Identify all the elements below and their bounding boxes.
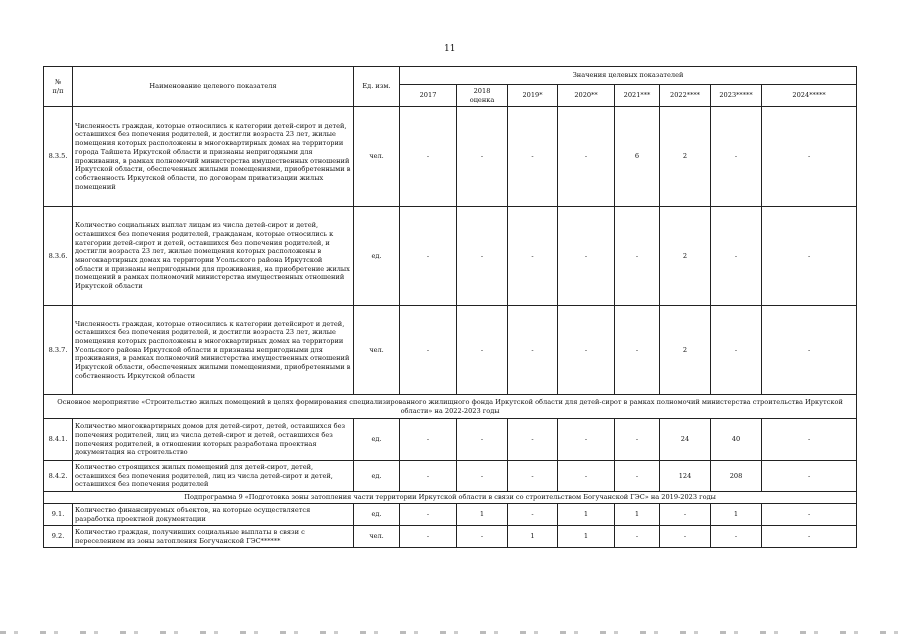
- row-name: Количество граждан, получивших социальные выплаты в связи с переселением из зоны затопления Богучанской ГЭС******: [73, 526, 354, 548]
- row-value: 2: [660, 207, 711, 306]
- row-value: -: [762, 306, 857, 395]
- row-value: 1: [615, 504, 660, 526]
- row-unit: чел.: [354, 107, 400, 207]
- header-values: Значения целевых показателей: [400, 67, 857, 85]
- row-value: -: [400, 306, 457, 395]
- row-number: 9.1.: [44, 504, 73, 526]
- row-value: 1: [558, 526, 615, 548]
- row-unit: ед.: [354, 504, 400, 526]
- row-value: -: [508, 306, 558, 395]
- row-value: 2: [660, 107, 711, 207]
- section-subprogram-title: Подпрограмма 9 «Подготовка зоны затопления части территории Иркутской области в связи со строительством Богучанской ГЭС» на 2019-2023 годы: [44, 492, 857, 504]
- row-value: -: [508, 207, 558, 306]
- row-value: -: [400, 107, 457, 207]
- target-indicators-table: [43, 66, 857, 548]
- row-value: -: [400, 419, 457, 461]
- row-value: -: [457, 461, 508, 492]
- header-year: 2017: [400, 85, 457, 107]
- row-number: 8.3.6.: [44, 207, 73, 306]
- row-value: -: [558, 306, 615, 395]
- row-value: -: [762, 207, 857, 306]
- row-unit: ед.: [354, 207, 400, 306]
- row-value: -: [615, 419, 660, 461]
- row-value: -: [508, 461, 558, 492]
- row-value: -: [615, 306, 660, 395]
- row-value: 24: [660, 419, 711, 461]
- row-value: -: [711, 207, 762, 306]
- row-value: -: [762, 526, 857, 548]
- row-value: -: [762, 461, 857, 492]
- row-number: 9.2.: [44, 526, 73, 548]
- row-value: -: [762, 107, 857, 207]
- row-unit: ед.: [354, 461, 400, 492]
- header-name: Наименование целевого показателя: [73, 67, 354, 107]
- table-row: [44, 526, 857, 548]
- row-value: -: [615, 461, 660, 492]
- page-number: 11: [444, 44, 456, 54]
- row-number: 8.3.7.: [44, 306, 73, 395]
- row-value: -: [457, 306, 508, 395]
- row-name: Количество строящихся жилых помещений для детей-сирот, детей, оставшихся без попечения родителей, лиц из числа детей-сирот и детей, оставшихся без попечения родителей: [73, 461, 354, 492]
- row-value: -: [660, 526, 711, 548]
- row-value: -: [400, 207, 457, 306]
- row-value: -: [400, 504, 457, 526]
- row-value: 6: [615, 107, 660, 207]
- row-value: -: [457, 207, 508, 306]
- row-unit: чел.: [354, 306, 400, 395]
- row-value: -: [711, 306, 762, 395]
- row-value: 1: [508, 526, 558, 548]
- row-value: -: [558, 107, 615, 207]
- row-value: 2: [660, 306, 711, 395]
- table-row: [44, 461, 857, 492]
- row-value: 124: [660, 461, 711, 492]
- table-row: [44, 419, 857, 461]
- header-year: 2022****: [660, 85, 711, 107]
- row-value: -: [457, 419, 508, 461]
- row-number: 8.4.1.: [44, 419, 73, 461]
- header-year: 2024*****: [762, 85, 857, 107]
- row-value: -: [508, 107, 558, 207]
- row-value: -: [508, 504, 558, 526]
- row-value: -: [711, 107, 762, 207]
- row-value: 208: [711, 461, 762, 492]
- row-number: 8.3.5.: [44, 107, 73, 207]
- row-value: 40: [711, 419, 762, 461]
- row-value: -: [615, 526, 660, 548]
- row-value: -: [508, 419, 558, 461]
- row-value: 1: [711, 504, 762, 526]
- header-year: 2018 оценка: [457, 85, 508, 107]
- row-unit: чел.: [354, 526, 400, 548]
- header-unit: Ед. изм.: [354, 67, 400, 107]
- row-value: -: [660, 504, 711, 526]
- row-name: Количество социальных выплат лицам из числа детей-сирот и детей, оставшихся без попечения родителей, гражданам, которые относились к категории детей-сирот и детей, оставшихся без попечения родителей, и достигли возраста 23 лет, жилые помещения которых расположены в многоквартирных домах на территории Усольского района Иркутской области и признаны непригодными для проживания, на приобретение жилых помещений в рамках полномочий министерства имущественных отношений Иркутской области: [73, 207, 354, 306]
- row-value: -: [615, 207, 660, 306]
- table-row: [44, 207, 857, 306]
- row-value: -: [762, 504, 857, 526]
- header-year: 2020**: [558, 85, 615, 107]
- row-value: -: [457, 107, 508, 207]
- row-unit: ед.: [354, 419, 400, 461]
- table-row: [44, 306, 857, 395]
- row-number: 8.4.2.: [44, 461, 73, 492]
- row-name: Численность граждан, которые относились к категории детей-сирот и детей, оставшихся без попечения родителей, и достигли возраста 23 лет, жилые помещения которых расположены в многоквартирных домах на территории города Тайшета Иркутской области и признаны непригодными для проживания, в рамках полномочий министерства имущественных отношений Иркутской области, обеспеченных жилыми помещениями, приобретенными в собственность Иркутской области, по договорам приватизации жилых помещений: [73, 107, 354, 207]
- row-value: -: [558, 419, 615, 461]
- header-year: 2023*****: [711, 85, 762, 107]
- row-value: -: [400, 461, 457, 492]
- row-name: Количество финансируемых объектов, на которые осуществляется разработка проектной документации: [73, 504, 354, 526]
- header-year: 2021***: [615, 85, 660, 107]
- row-value: 1: [558, 504, 615, 526]
- row-value: -: [711, 526, 762, 548]
- row-value: -: [558, 207, 615, 306]
- row-name: Численность граждан, которые относились к категории детейсирот и детей, оставшихся без попечения родителей, и достигли возраста 23 лет, жилые помещения которых расположены в многоквартирных домах на территории Усольского района Иркутской области и признаны непригодными для проживания, в рамках полномочий министерства имущественных отношений Иркутской области, обеспеченных жилыми помещениями, приобретенными в собственность Иркутской области: [73, 306, 354, 395]
- table-row: [44, 107, 857, 207]
- row-name: Количество многоквартирных домов для детей-сирот, детей, оставшихся без попечения родителей, лиц из числа детей-сирот и детей, оставшихся без попечения родителей, в отношении которых разработана проектная документация на строительство: [73, 419, 354, 461]
- section-row: [44, 492, 857, 504]
- row-value: 1: [457, 504, 508, 526]
- table-row: [44, 504, 857, 526]
- section-main-title: Основное мероприятие «Строительство жилых помещений в целях формирования специализированного жилищного фонда Иркутской области для детей-сирот в рамках полномочий министерства строительства Иркутской области» на 2022-2023 годы: [44, 395, 857, 419]
- scan-edge-artifact: [0, 631, 903, 634]
- section-row: [44, 395, 857, 419]
- row-value: -: [762, 419, 857, 461]
- header-number: № п/п: [44, 67, 73, 107]
- header-year: 2019*: [508, 85, 558, 107]
- row-value: -: [400, 526, 457, 548]
- row-value: -: [457, 526, 508, 548]
- row-value: -: [558, 461, 615, 492]
